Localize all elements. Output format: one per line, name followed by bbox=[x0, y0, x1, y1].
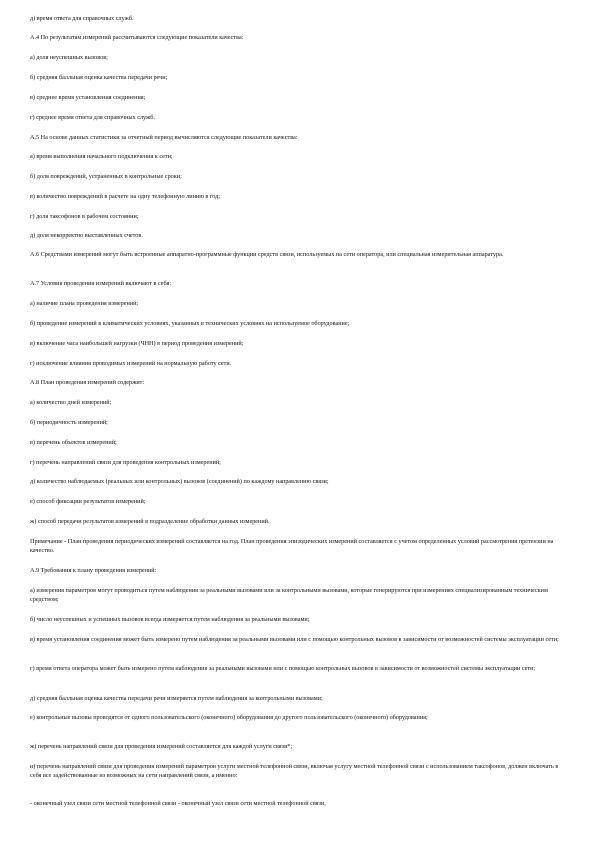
list-item: а) количество дней измерений; bbox=[30, 399, 112, 406]
list-item: б) периодичность измерений; bbox=[30, 419, 108, 426]
section-heading: А.9 Требования к плану проведения измерений: bbox=[30, 567, 157, 574]
list-item: а) доля неуспешных вызовов; bbox=[30, 54, 108, 61]
list-item: а) измерения параметров могут проводиться путем наблюдения за реальными вызовами или за контрольными вызовами, которые генерируются при измерениях специализированным техническим средством; bbox=[30, 587, 548, 603]
list-item: г) среднее время ответа для справочных служб. bbox=[30, 114, 155, 121]
text-line: д) время ответа для справочных служб. bbox=[30, 15, 134, 22]
list-item: г) время ответа оператора может быть измерено путем наблюдения за реальными вызовами или с помощью контрольных вызовов в зависимости от возможностей системы эксплуатации сети; bbox=[30, 665, 536, 672]
list-item: - оконечный узел связи сети местной телефонной связи - оконечный узел связи сети местной телефонной связи, bbox=[30, 800, 326, 807]
section-heading: А.4 По результатам измерений рассчитываются следующие показатели качества: bbox=[30, 34, 244, 41]
list-item: ж) способ передачи результатов измерений в подразделение обработки данных измерений. bbox=[30, 518, 270, 525]
list-item: б) проведение измерений в климатических условиях, указанных в технических условиях на используемое оборудование; bbox=[30, 320, 350, 327]
list-item: в) перечень объектов измерений; bbox=[30, 439, 117, 446]
list-item: а) время выполнения начального подключения к сети; bbox=[30, 153, 173, 160]
list-item: е) способ фиксации результатов измерений; bbox=[30, 498, 146, 505]
note: Примечание - План проведения периодических измерений составляется на год. План проведения эпизодических измерений составляется с учетом определенных условий рассмотрения претензии на качество. bbox=[30, 538, 554, 554]
list-item: б) средняя балльная оценка качества передачи речи; bbox=[30, 74, 168, 81]
list-item: г) перечень направлений связи для проведения контрольных измерений; bbox=[30, 459, 221, 466]
list-item: е) контрольные вызовы проводятся от одного пользовательского (оконечного) оборудования до другого пользовательского (оконечного) оборудования; bbox=[30, 714, 428, 721]
list-item: и) перечень направлений связи для проведения измерений параметров услуги местной телефонной связи, включая услугу местной телефонной связи с использованием таксофонов, должен включать в себя все задействованные из возможных на сети направлений связи, а именно: bbox=[30, 763, 559, 779]
list-item: ж) перечень направлений связи для проведения измерений составляется для каждой услуги связи*; bbox=[30, 743, 293, 750]
section-heading: А.8 План проведения измерений содержит: bbox=[30, 379, 145, 386]
list-item: в) включение часа наибольшей нагрузки (ЧНН) в период проведения измерений; bbox=[30, 340, 244, 347]
list-item: д) доля некорректно выставленных счетов. bbox=[30, 232, 143, 239]
list-item: д) средняя балльная оценка качества передачи речи измеряется путем наблюдения за контрольными вызовами; bbox=[30, 695, 323, 702]
list-item: в) среднее время установления соединения; bbox=[30, 94, 146, 101]
list-item: г) доля таксофонов в рабочем состоянии; bbox=[30, 213, 139, 220]
list-item: в) время установления соединения может быть измерено путем наблюдения за реальными вызовами или с помощью контрольных вызовов в зависимости от возможностей системы эксплуатации сети; bbox=[30, 636, 559, 643]
list-item: г) исключение влияния проводимых измерений на нормальную работу сети. bbox=[30, 360, 232, 367]
list-item: б) число неуспешных и успешных вызовов всегда измеряется путем наблюдения за реальными вызовами; bbox=[30, 616, 310, 623]
list-item: б) доля повреждений, устраненных в контрольные сроки; bbox=[30, 173, 182, 180]
list-item: в) количество повреждений в расчете на одну телефонную линию в год; bbox=[30, 193, 221, 200]
section-heading: А.6 Средствами измерений могут быть встроенные аппаратно-программные функции средств связи, используемых на сети оператора, или специальная измерительная аппаратура. bbox=[30, 251, 504, 258]
section-heading: А.5 На основе данных статистики за отчетный период вычисляются следующие показатели качества: bbox=[30, 134, 298, 141]
list-item: а) наличие плана проведения измерений; bbox=[30, 300, 139, 307]
list-item: д) количество наблюдаемых (реальных или контрольных) вызовов (соединений) по каждому направлению связи; bbox=[30, 478, 329, 485]
section-heading: А.7 Условия проведения измерений включают в себя: bbox=[30, 280, 172, 287]
